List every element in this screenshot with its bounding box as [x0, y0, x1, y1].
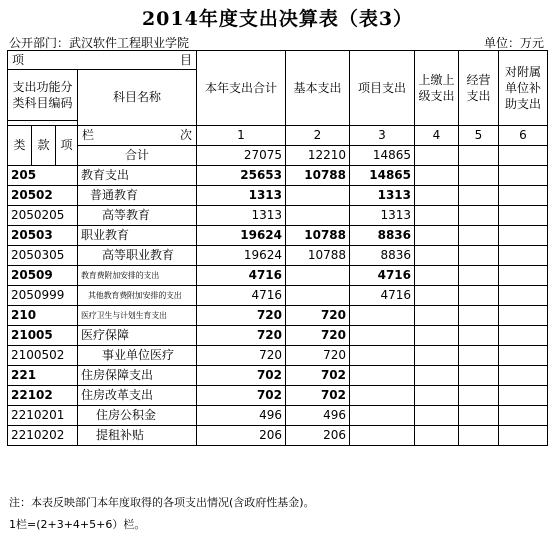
header-col1: 1	[197, 126, 286, 146]
row-upper	[415, 406, 459, 426]
table-row	[8, 306, 548, 326]
row-code: 22102	[8, 386, 78, 406]
header-basic: 基本支出	[286, 51, 350, 126]
row-basic	[286, 186, 350, 206]
row-subsidy	[499, 286, 548, 306]
row-subsidy	[499, 386, 548, 406]
header-name: 科目名称	[78, 70, 197, 126]
row-business	[459, 426, 499, 446]
row-code: 20503	[8, 226, 78, 246]
row-name: 医疗保障	[78, 326, 197, 346]
header-item-cell	[8, 51, 197, 70]
row-project: 4716	[350, 286, 415, 306]
total-upper	[415, 146, 459, 166]
row-project: 1313	[350, 186, 415, 206]
row-subsidy	[499, 326, 548, 346]
row-name: 事业单位医疗	[78, 346, 197, 366]
table-row	[8, 266, 548, 286]
total-total: 27075	[197, 146, 286, 166]
row-total: 19624	[197, 246, 286, 266]
row-name: 住房公积金	[78, 406, 197, 426]
table-row	[8, 166, 548, 186]
header-col5: 5	[459, 126, 499, 146]
department-label: 公开部门：武汉软件工程职业学院	[9, 36, 190, 50]
footnotes	[9, 492, 315, 536]
row-total: 1313	[197, 206, 286, 226]
row-total: 25653	[197, 166, 286, 186]
row-project	[350, 366, 415, 386]
row-name: 普通教育	[78, 186, 197, 206]
row-name: 其他教育费附加安排的支出	[78, 286, 197, 306]
row-total: 702	[197, 386, 286, 406]
row-subsidy	[499, 246, 548, 266]
row-basic: 720	[286, 326, 350, 346]
header-xiang: 项	[56, 126, 78, 166]
header-business: 经营支出	[459, 51, 499, 126]
expenditure-table	[7, 50, 548, 446]
row-upper	[415, 366, 459, 386]
row-business	[459, 306, 499, 326]
unit-label: 单位：万元	[483, 36, 544, 50]
row-subsidy	[499, 166, 548, 186]
row-upper	[415, 246, 459, 266]
table-row	[8, 346, 548, 366]
header-code: 支出功能分类科目编码	[8, 70, 78, 121]
row-upper	[415, 206, 459, 226]
row-project: 4716	[350, 266, 415, 286]
table-row	[8, 366, 548, 386]
header-total: 本年支出合计	[197, 51, 286, 126]
header-kuan: 款	[32, 126, 56, 166]
row-total: 4716	[197, 266, 286, 286]
row-total: 19624	[197, 226, 286, 246]
header-mu: 目	[179, 53, 192, 67]
row-upper	[415, 286, 459, 306]
row-basic: 720	[286, 346, 350, 366]
row-upper	[415, 326, 459, 346]
header-row-1	[8, 51, 548, 70]
row-business	[459, 166, 499, 186]
row-project: 8836	[350, 246, 415, 266]
row-business	[459, 266, 499, 286]
row-upper	[415, 266, 459, 286]
row-upper	[415, 186, 459, 206]
row-name: 提租补贴	[78, 426, 197, 446]
row-project	[350, 426, 415, 446]
row-upper	[415, 306, 459, 326]
row-code: 21005	[8, 326, 78, 346]
row-name: 住房保障支出	[78, 366, 197, 386]
row-total: 206	[197, 426, 286, 446]
row-basic: 10788	[286, 166, 350, 186]
row-basic: 10788	[286, 226, 350, 246]
row-basic	[286, 286, 350, 306]
row-business	[459, 286, 499, 306]
row-project: 1313	[350, 206, 415, 226]
row-total: 4716	[197, 286, 286, 306]
row-basic	[286, 266, 350, 286]
total-label: 合计	[78, 146, 197, 166]
row-project	[350, 326, 415, 346]
row-code: 2050305	[8, 246, 78, 266]
row-total: 720	[197, 346, 286, 366]
table-row	[8, 326, 548, 346]
row-basic: 720	[286, 306, 350, 326]
total-row	[8, 146, 548, 166]
row-basic: 496	[286, 406, 350, 426]
row-total: 720	[197, 326, 286, 346]
row-upper	[415, 386, 459, 406]
row-basic: 702	[286, 386, 350, 406]
table-row	[8, 226, 548, 246]
table-row	[8, 206, 548, 226]
header-row-4	[8, 126, 548, 146]
header-upper: 上缴上级支出	[415, 51, 459, 126]
header-col6: 6	[499, 126, 548, 146]
row-project	[350, 386, 415, 406]
row-code: 205	[8, 166, 78, 186]
row-upper	[415, 346, 459, 366]
row-code: 2210201	[8, 406, 78, 426]
header-item: 项	[12, 53, 25, 67]
header-col2: 2	[286, 126, 350, 146]
row-code: 210	[8, 306, 78, 326]
table-row	[8, 286, 548, 306]
table-row	[8, 386, 548, 406]
row-business	[459, 406, 499, 426]
row-code: 2050205	[8, 206, 78, 226]
table-row	[8, 406, 548, 426]
row-name: 高等教育	[78, 206, 197, 226]
row-name: 教育费附加安排的支出	[78, 266, 197, 286]
row-name: 医疗卫生与计划生育支出	[78, 306, 197, 326]
row-business	[459, 206, 499, 226]
row-name: 高等职业教育	[78, 246, 197, 266]
row-project: 8836	[350, 226, 415, 246]
row-subsidy	[499, 306, 548, 326]
row-subsidy	[499, 346, 548, 366]
row-basic	[286, 206, 350, 226]
header-subsidy: 对附属单位补助支出	[499, 51, 548, 126]
footnote-1: 注：本表反映部门本年度取得的各项支出情况(含政府性基金)。	[9, 496, 315, 509]
row-subsidy	[499, 186, 548, 206]
footnote-2: 1栏=(2+3+4+5+6）栏。	[9, 518, 146, 531]
row-code: 221	[8, 366, 78, 386]
row-project: 14865	[350, 166, 415, 186]
row-basic: 702	[286, 366, 350, 386]
row-business	[459, 246, 499, 266]
row-subsidy	[499, 366, 548, 386]
row-business	[459, 186, 499, 206]
row-total: 702	[197, 366, 286, 386]
row-subsidy	[499, 226, 548, 246]
row-subsidy	[499, 426, 548, 446]
total-business	[459, 146, 499, 166]
row-project	[350, 406, 415, 426]
row-subsidy	[499, 406, 548, 426]
header-col3: 3	[350, 126, 415, 146]
row-business	[459, 366, 499, 386]
table-row	[8, 426, 548, 446]
row-code: 2100502	[8, 346, 78, 366]
row-basic: 206	[286, 426, 350, 446]
header-lei: 类	[8, 126, 32, 166]
row-total: 720	[197, 306, 286, 326]
page-title: 2014年度支出决算表（表3）	[141, 8, 414, 30]
row-name: 教育支出	[78, 166, 197, 186]
row-project	[350, 306, 415, 326]
row-project	[350, 346, 415, 366]
row-subsidy	[499, 206, 548, 226]
total-subsidy	[499, 146, 548, 166]
total-project: 14865	[350, 146, 415, 166]
header-lan: 栏	[82, 128, 95, 142]
row-subsidy	[499, 266, 548, 286]
row-name: 住房改革支出	[78, 386, 197, 406]
table-row	[8, 246, 548, 266]
row-upper	[415, 426, 459, 446]
row-code: 2050999	[8, 286, 78, 306]
row-business	[459, 346, 499, 366]
row-code: 20509	[8, 266, 78, 286]
header-lanci-cell	[78, 126, 197, 146]
header-col4: 4	[415, 126, 459, 146]
row-total: 1313	[197, 186, 286, 206]
row-business	[459, 386, 499, 406]
total-basic: 12210	[286, 146, 350, 166]
row-business	[459, 326, 499, 346]
row-upper	[415, 166, 459, 186]
row-code: 2210202	[8, 426, 78, 446]
header-ci: 次	[179, 128, 192, 142]
row-code: 20502	[8, 186, 78, 206]
row-total: 496	[197, 406, 286, 426]
header-project: 项目支出	[350, 51, 415, 126]
row-business	[459, 226, 499, 246]
row-name: 职业教育	[78, 226, 197, 246]
row-basic: 10788	[286, 246, 350, 266]
table-row	[8, 186, 548, 206]
row-upper	[415, 226, 459, 246]
